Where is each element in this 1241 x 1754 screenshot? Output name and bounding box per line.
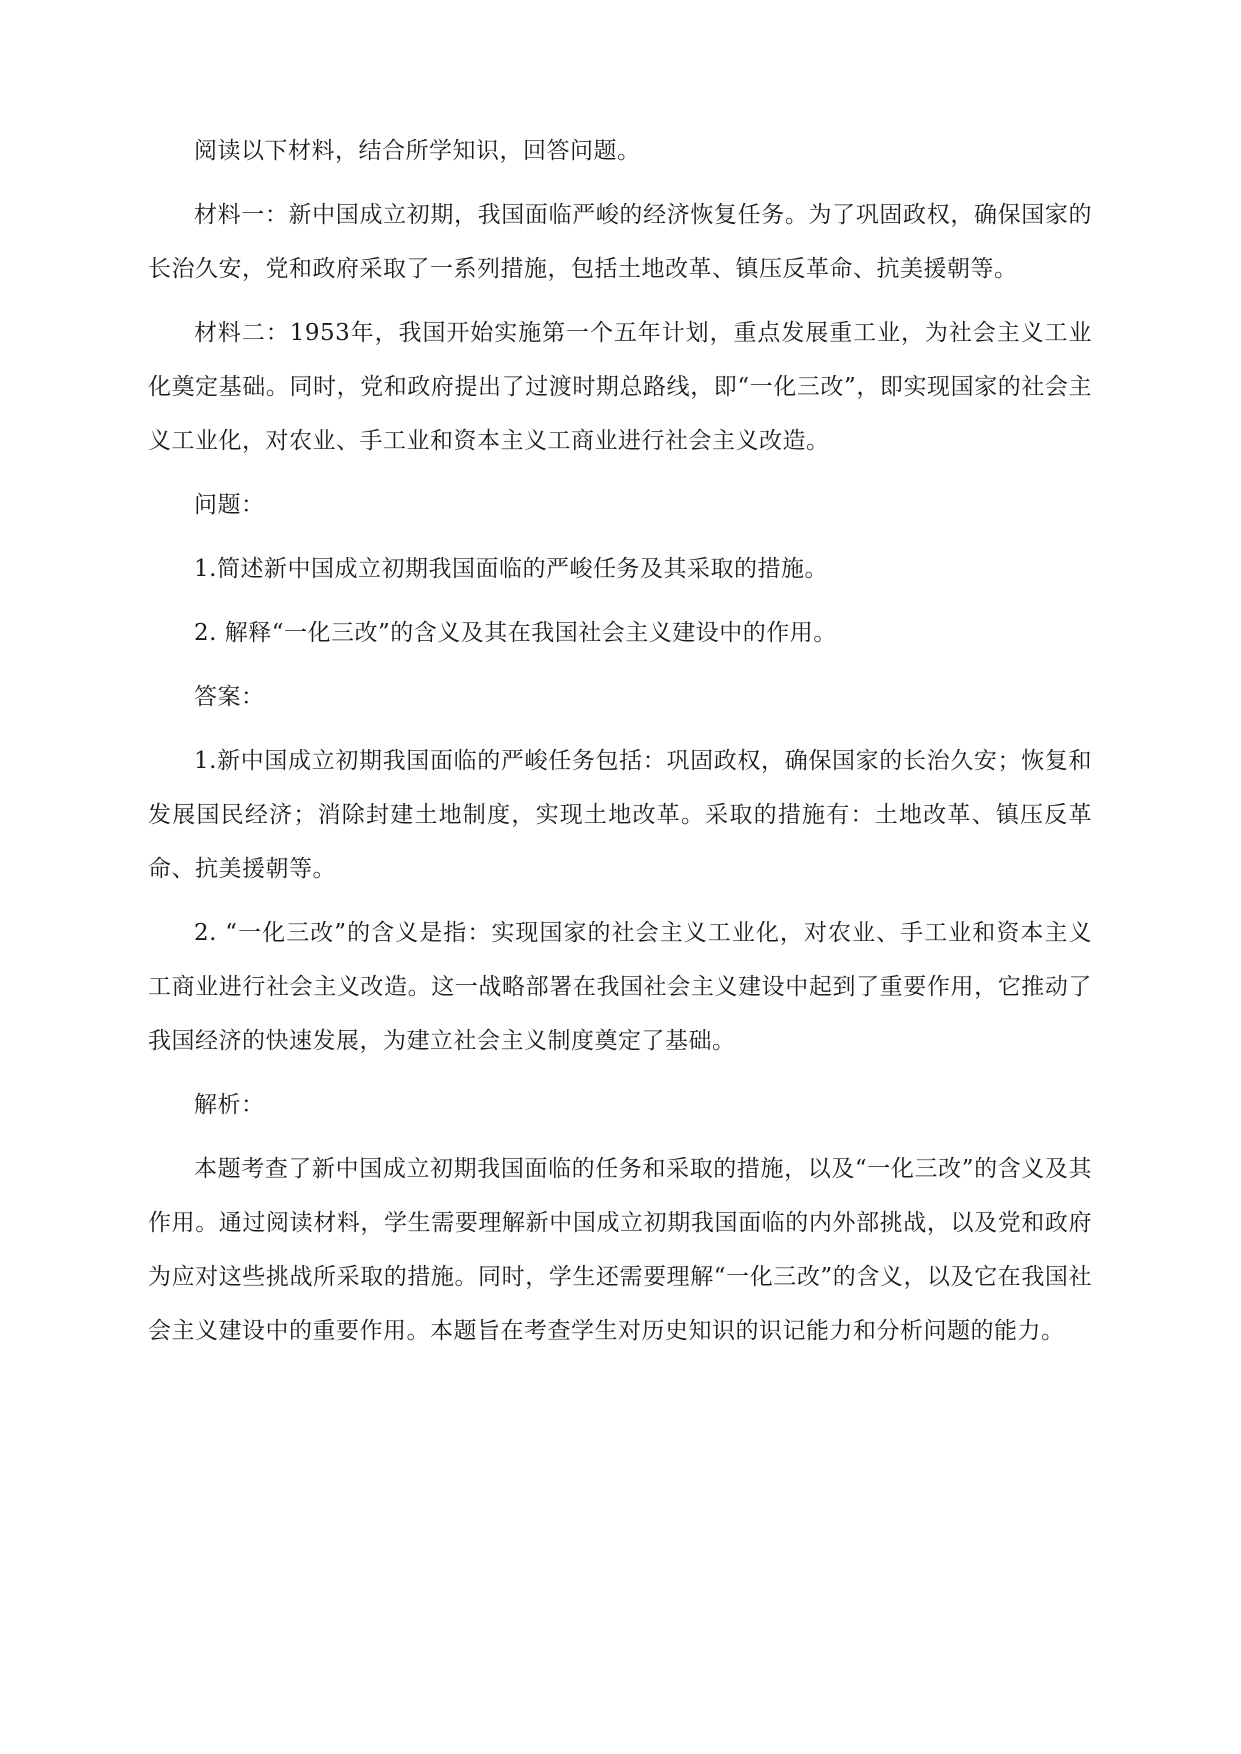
question-one: 1.简述新中国成立初期我国面临的严峻任务及其采取的措施。 — [194, 556, 828, 582]
document-page — [148, 124, 1092, 1368]
answer-two: 2. “一化三改”的含义是指：实现国家的社会主义工业化，对农业、手工业和资本主义工商业进行社会主义改造。这一战略部署在我国社会主义建设中起到了重要作用，它推动了我国经济的快速发展，为建立社会主义制度奠定了基础。 — [148, 920, 1092, 1054]
analysis-paragraph: 本题考查了新中国成立初期我国面临的任务和采取的措施，以及“一化三改”的含义及其作用。通过阅读材料，学生需要理解新中国成立初期我国面临的内外部挑战，以及党和政府为应对这些挑战所采取的措施。同时，学生还需要理解“一化三改”的含义，以及它在我国社会主义建设中的重要作用。本题旨在考查学生对历史知识的识记能力和分析问题的能力。 — [148, 1156, 1092, 1344]
material-two-paragraph: 材料二：1953年，我国开始实施第一个五年计划，重点发展重工业，为社会主义工业化奠定基础。同时，党和政府提出了过渡时期总路线，即“一化三改”，即实现国家的社会主义工业化，对农业、手工业和资本主义工商业进行社会主义改造。 — [148, 320, 1092, 454]
answer-one: 1.新中国成立初期我国面临的严峻任务包括：巩固政权，确保国家的长治久安；恢复和发展国民经济；消除封建土地制度，实现土地改革。采取的措施有：土地改革、镇压反革命、抗美援朝等。 — [148, 748, 1092, 882]
material-one-paragraph: 材料一：新中国成立初期，我国面临严峻的经济恢复任务。为了巩固政权，确保国家的长治久安，党和政府采取了一系列措施，包括土地改革、镇压反革命、抗美援朝等。 — [148, 202, 1092, 282]
answers-heading: 答案： — [194, 684, 265, 710]
questions-heading: 问题： — [194, 492, 265, 518]
intro-paragraph: 阅读以下材料，结合所学知识，回答问题。 — [194, 138, 641, 164]
analysis-heading: 解析： — [194, 1092, 265, 1118]
question-two: 2. 解释“一化三改”的含义及其在我国社会主义建设中的作用。 — [194, 620, 837, 646]
